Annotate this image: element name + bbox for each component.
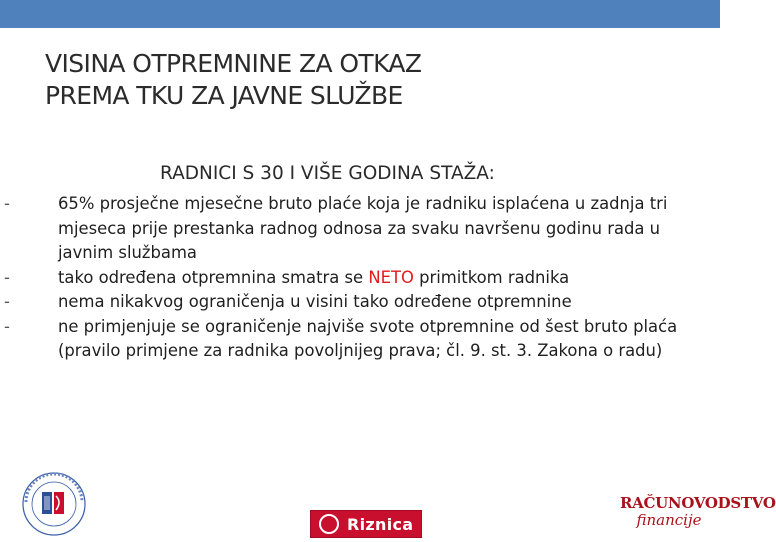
financije-wordmark: financije <box>636 511 702 529</box>
seal-graphic <box>6 464 102 538</box>
bullet-item <box>2 192 714 266</box>
bullet-text-part: primitkom radnika <box>413 267 570 287</box>
top-accent-bar <box>0 0 720 28</box>
bullet-item <box>2 266 714 291</box>
bullet-text: 65% prosječne mjesečne bruto plaće koja je radniku isplaćena u zadnja tri mjeseca prije prestanka radnog odnosa za svaku navršenu godinu rada u javnim službama <box>58 194 668 262</box>
bullet-text: ne primjenjuje se ograničenje najviše svote otpremnine od šest bruto plaća (pravilo primjene za radnika povoljnijeg prava; čl. 9. st. 3. Zakona o radu) <box>58 316 678 360</box>
bullet-list <box>2 192 714 364</box>
bullet-text-part: tako određena otpremnina smatra se <box>58 267 369 287</box>
riznica-seal-icon <box>319 514 339 534</box>
bullet-text: nema nikakvog ograničenja u visini tako određene otpremnine <box>58 292 572 311</box>
institution-seal-logo <box>6 464 102 538</box>
slide-subtitle: RADNICI S 30 I VIŠE GODINA STAŽA: <box>160 163 495 184</box>
bullet-item <box>2 315 714 364</box>
slide-title-line-2: PREMA TKU ZA JAVNE SLUŽBE <box>45 81 403 110</box>
slide-title <box>45 48 685 112</box>
bullet-dash: - <box>4 316 10 336</box>
riznica-logo <box>310 510 422 538</box>
bullet-dash: - <box>4 267 10 287</box>
slide-title-line-1: VISINA OTPREMNINE ZA OTKAZ <box>45 49 422 78</box>
highlight-neto: NETO <box>368 267 414 287</box>
racunovodstvo-logo <box>620 494 776 538</box>
riznica-wordmark: Riznica <box>347 514 414 534</box>
bullet-dash: - <box>4 292 10 311</box>
bullet-dash: - <box>4 194 10 213</box>
bullet-text <box>58 266 714 291</box>
bullet-item <box>2 290 714 315</box>
racunovodstvo-wordmark: RAČUNOVODSTVO <box>620 494 776 512</box>
